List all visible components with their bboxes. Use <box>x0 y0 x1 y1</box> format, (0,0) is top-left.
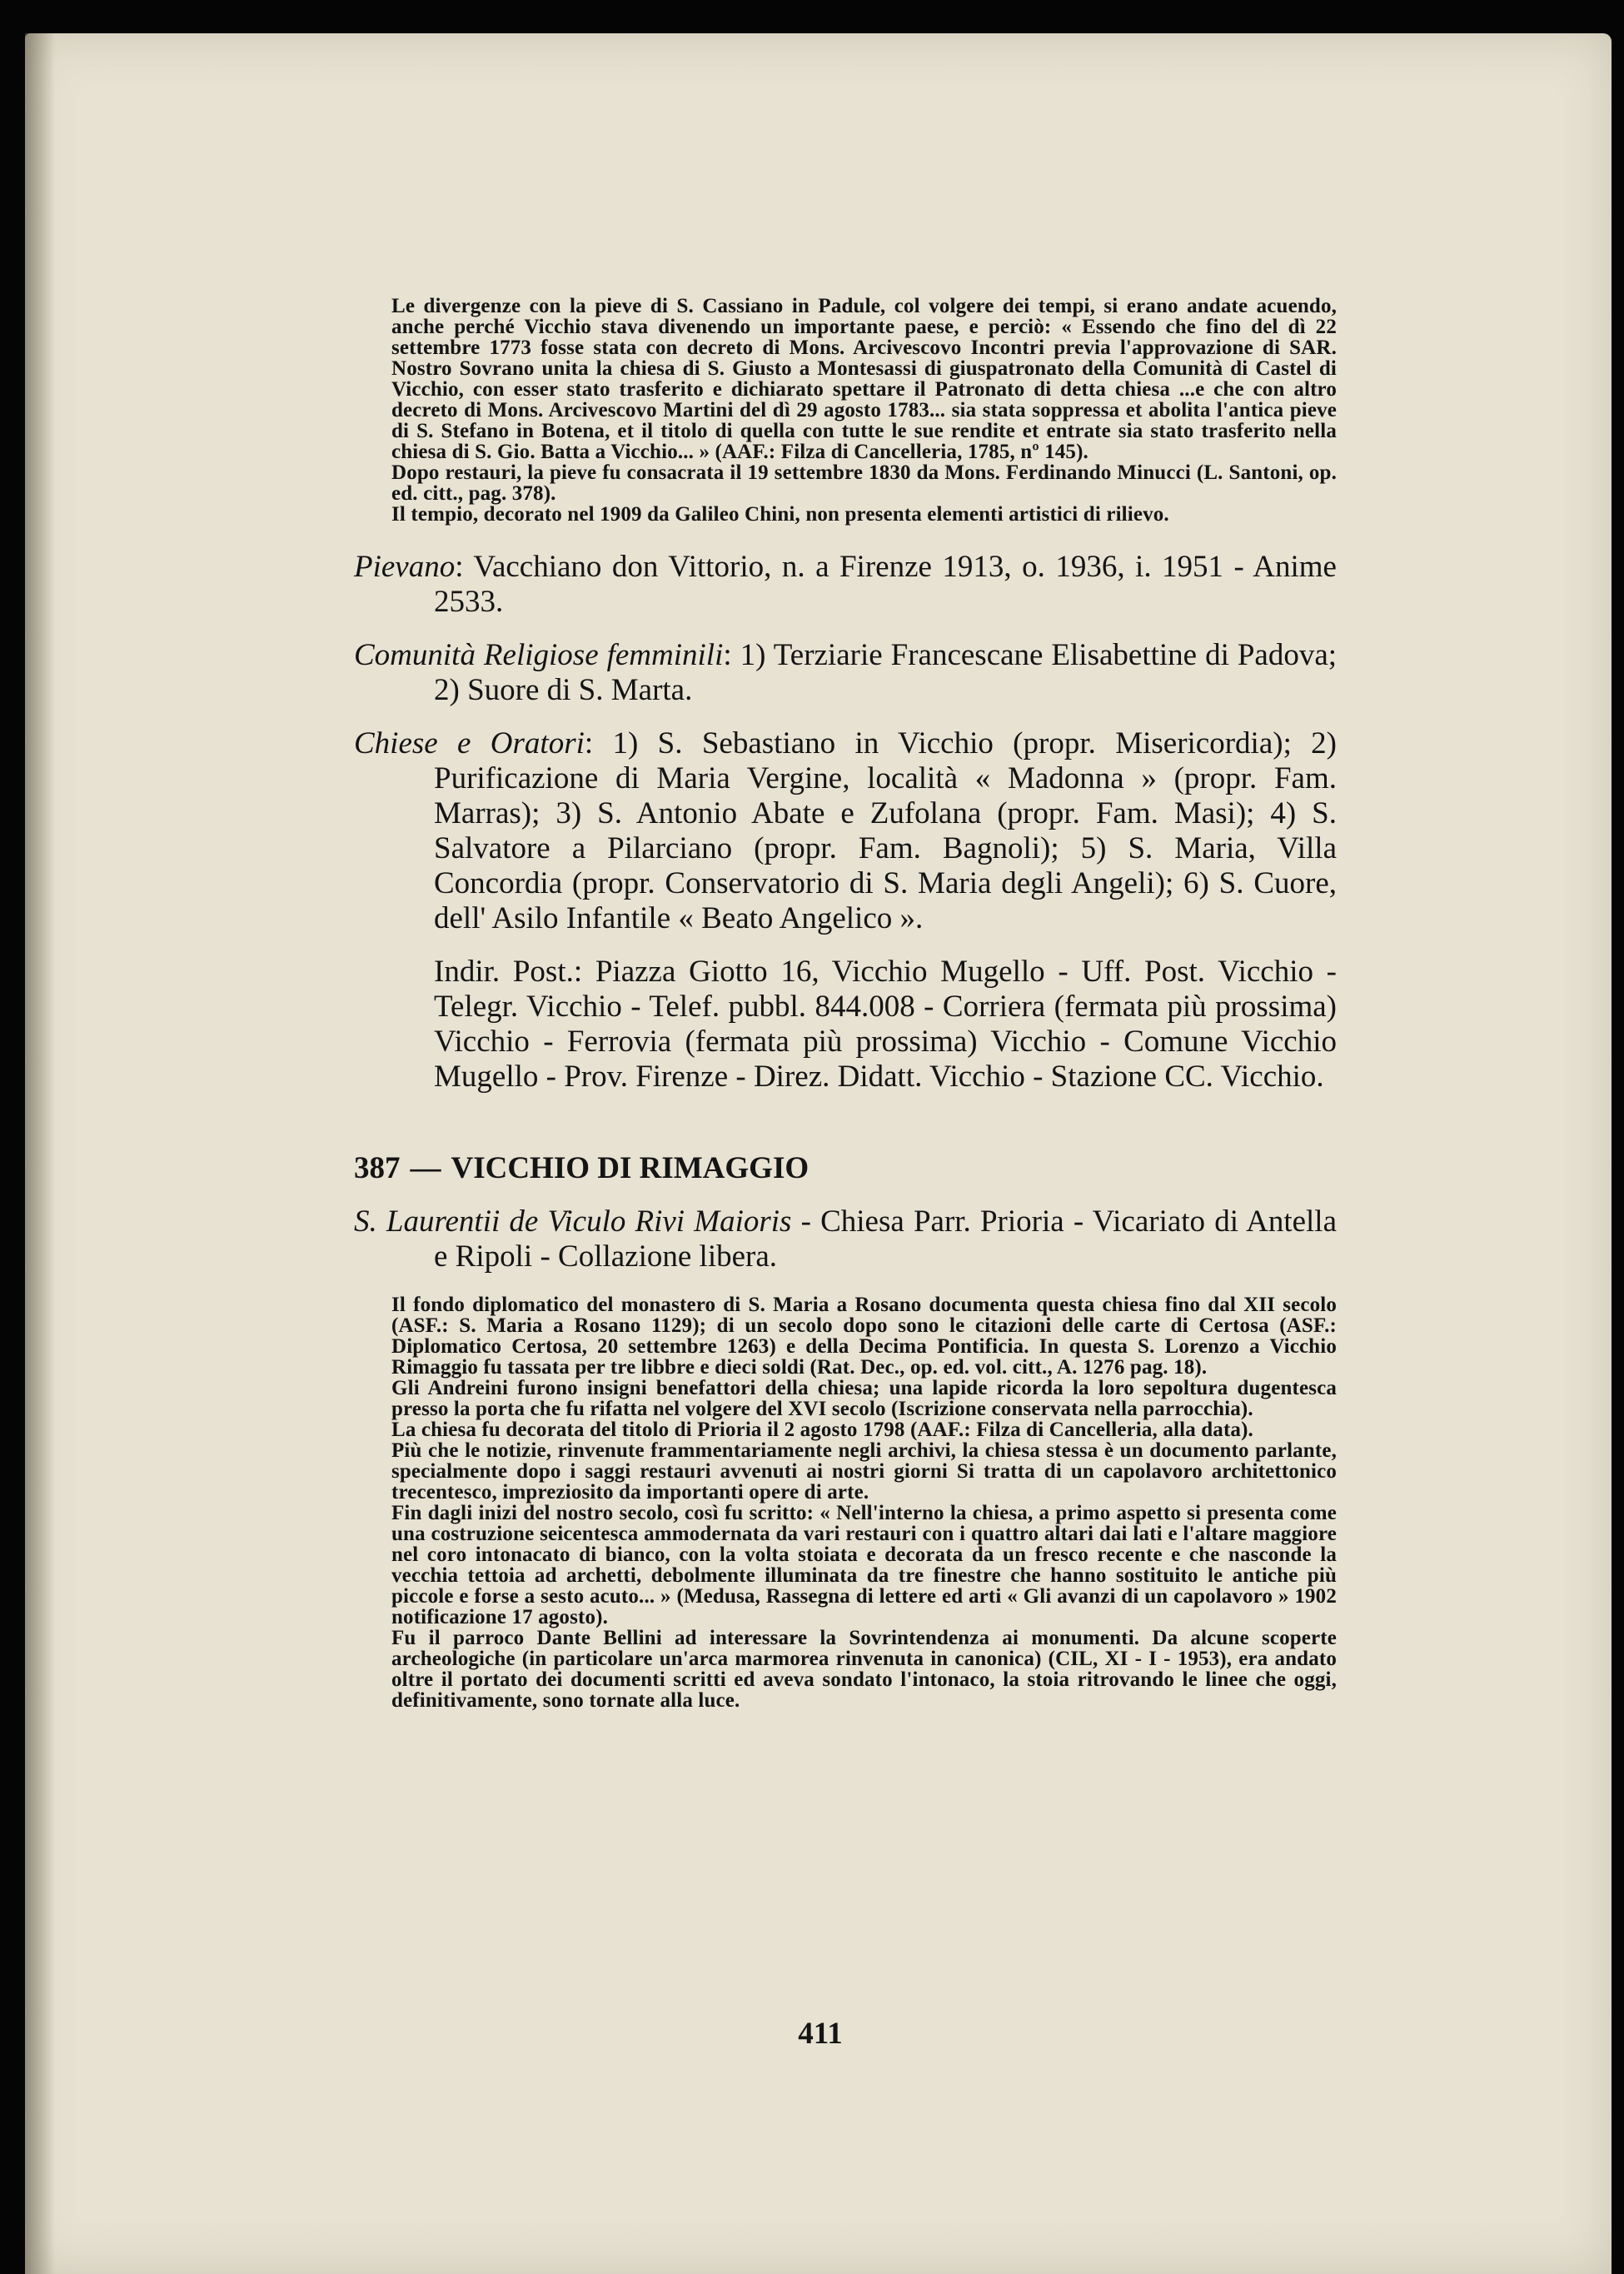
entry-text: - Chiesa Parr. Prioria - Vicariato di Antella e Ripoli - Collazione libera. <box>434 1204 1338 1274</box>
note-paragraph: Dopo restauri, la pieve fu consacrata il 19 settembre 1830 da Mons. Ferdinando Minucci (L. Santoni, op. ed. citt., pag. 378). <box>391 461 1337 505</box>
entry-chiese-oratori: Chiese e Oratori: 1) S. Sebastiano in Vicchio (propr. Misericordia); 2) Purificazione di Maria Vergine, località « Madonna » (propr. Fam. Marras); 3) S. Antonio Abate e Zufolana (propr. Fam. Masi); 4) S. Salvatore a Pilarciano (propr. Fam. Bagnoli); 5) S. Maria, Villa Concordia (propr. Conservatorio di S. Maria degli Angeli); 6) S. Cuore, dell' Asilo Infantile « Beato Angelico ». <box>354 726 1338 935</box>
entry-comunita-religiose: Comunità Religiose femminili: 1) Terziarie Francescane Elisabettine di Padova; 2) Suore di S. Marta. <box>354 638 1338 707</box>
entry-label: Pievano <box>354 550 456 584</box>
entry-text: 1) Terziarie Francescane Elisabettine di Padova; 2) Suore di S. Marta. <box>434 638 1338 707</box>
entry-text: 1) S. Sebastiano in Vicchio (propr. Misericordia); 2) Purificazione di Maria Vergine, località « Madonna » (propr. Fam. Marras); 3) S. Antonio Abate e Zufolana (propr. Fam. Masi); 4) S. Salvatore a Pilarciano (propr. Fam. Bagnoli); 5) S. Maria, Villa Concordia (propr. Conservatorio di S. Maria degli Angeli); 6) S. Cuore, dell' Asilo Infantile « Beato Angelico ». <box>434 726 1338 935</box>
section-dash: — <box>410 1151 441 1185</box>
note-paragraph: Fu il parroco Dante Bellini ad interessare la Sovrintendenza ai monumenti. Da alcune scoperte archeologiche (in particolare un'arca marmorea rinvenuta in canonica) (CIL, XI - I - 1953), era andato oltre il portato dei documenti scritti ed aveva sondato l'intonaco, la stoia ritrovando le linee che oggi, definitivamente, sono tornate alla luce. <box>391 1627 1337 1712</box>
postal-address: Indir. Post.: Piazza Giotto 16, Vicchio Mugello - Uff. Post. Vicchio - Telegr. Vicchio - Telef. pubbl. 844.008 - Corriera (fermata più prossima) Vicchio - Ferrovia (fermata più prossima) Vicchio - Comune Vicchio Mugello - Prov. Firenze - Direz. Didatt. Vicchio - Stazione CC. Vicchio. <box>434 955 1337 1094</box>
section-title: VICCHIO DI RIMAGGIO <box>451 1151 810 1185</box>
entry-label: S. Laurentii de Viculo Rivi Maioris <box>354 1204 792 1239</box>
note-paragraph: Le divergenze con la pieve di S. Cassiano in Padule, col volgere dei tempi, si erano andate acuendo, anche perché Vicchio stava divenendo un importante paese, e perciò: « Essendo che fino del dì 22 settembre 1773 fosse stata con decreto di Mons. Arcivescovo Incontri previa l'approvazione di SAR. Nostro Sovrano unita la chiesa di S. Giusto a Montesassi di giuspatronato della Comunità di Castel di Vicchio, con esser stato trasferito e dichiarato spettare il Patronato di detta chiesa ...e che con altro decreto di Mons. Arcivescovo Martini del dì 29 agosto 1783... sia stata soppressa et abolita l'antica pieve di S. Stefano in Botena, et il titolo di quella con tutte le sue rendite et entrate sia stato trasferito nella chiesa di S. Gio. Batta a Vicchio... » (AAF.: Filza di Cancelleria, 1785, nº 145). <box>391 295 1337 463</box>
entry-label: Comunità Religiose femminili <box>354 638 724 672</box>
note-block-vicchio-history <box>391 296 1337 525</box>
page-content <box>354 296 1337 1711</box>
note-paragraph: La chiesa fu decorata del titolo di Prioria il 2 agosto 1798 (AAF.: Filza di Cancelleria, alla data). <box>391 1419 1253 1441</box>
page-number: 411 <box>798 2017 843 2051</box>
note-paragraph: Il tempio, decorato nel 1909 da Galileo Chini, non presenta elementi artistici di rilievo. <box>391 503 1169 526</box>
book-page <box>25 33 1612 2274</box>
note-paragraph: Il fondo diplomatico del monastero di S. Maria a Rosano documenta questa chiesa fino dal XII secolo (ASF.: S. Maria a Rosano 1129); di un secolo dopo sono le citazioni delle carte di Certosa (ASF.: Diplomatico Certosa, 20 settembre 1263) e della Decima Pontificia. In questa S. Lorenzo a Vicchio Rimaggio fu tassata per tre libbre e dieci soldi (Rat. Dec., op. ed. vol. citt., A. 1276 pag. 18). <box>391 1294 1337 1379</box>
page-gutter-shadow <box>25 33 55 2274</box>
note-block-rimaggio-history <box>391 1294 1337 1711</box>
section-heading <box>354 1151 1337 1186</box>
note-paragraph: Più che le notizie, rinvenute frammentariamente negli archivi, la chiesa stessa è un documento parlante, specialmente dopo i saggi restauri avvenuti ai nostri giorni Si tratta di un capolavoro architettonico trecentesco, impreziosito da importanti opere di arte. <box>391 1439 1337 1504</box>
section-number: 387 <box>354 1151 401 1185</box>
entry-label: Chiese e Oratori <box>354 726 585 760</box>
note-paragraph: Fin dagli inizi del nostro secolo, così fu scritto: « Nell'interno la chiesa, a primo aspetto si presenta come una costruzione seicentesca ammodernata da vari restauri con i quattro altari dai lati e l'altare maggiore nel coro intonacato di bianco, con la volta stoiata e decorata da un fresco recente e che nasconde la vecchia tettoia ad archetti, debolmente illuminata da tre finestre che hanno sostituito le antiche più piccole e forse a sesto acuto... » (Medusa, Rassegna di lettere ed arti « Gli avanzi di un capolavoro » 1902 notificazione 17 agosto). <box>391 1502 1337 1628</box>
entry-pievano: Pievano: Vacchiano don Vittorio, n. a Firenze 1913, o. 1936, i. 1951 - Anime 2533. <box>354 550 1337 619</box>
note-paragraph: Gli Andreini furono insigni benefattori della chiesa; una lapide ricorda la loro sepoltura dugentesca presso la porta che fu rifatta nel volgere del XVI secolo (Iscrizione conservata nella parrocchia). <box>391 1377 1337 1420</box>
entry-laurentii <box>354 1204 1337 1274</box>
entry-text: Vacchiano don Vittorio, n. a Firenze 1913, o. 1936, i. 1951 - Anime 2533. <box>434 550 1337 619</box>
